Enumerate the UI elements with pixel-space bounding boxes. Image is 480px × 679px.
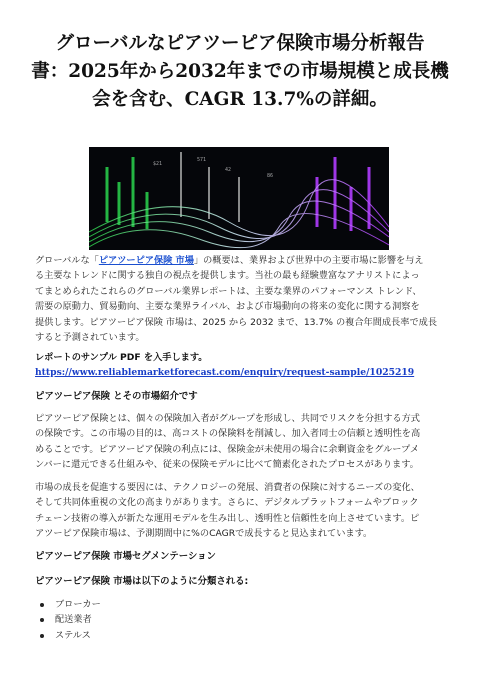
market-link[interactable]: ピアツーピア保険 市場 [98, 255, 194, 266]
svg-text:86: 86 [267, 173, 274, 179]
section1-paragraph-2: 市場の成長を促進する要因には、テクノロジーの発展、消費者の保険に対するニーズの変化、 そして共同体重視の文化の高まりがあります。さらに、デジタルプラットフォームやブロック チェーン技術の導入が新たな運用モデルを生み出し、透明性と信頼性を向上させています。ピ アツーピア保険市場は、予測期間中に%のCAGRで成長すると見込まれています。 [35, 482, 420, 540]
sample-label: レポートのサンプル PDF を入手します。 [35, 352, 208, 363]
sample-url-link[interactable]: https://www.reliablemarketforecast.com/enquiry/request-sample/1025219 [35, 367, 415, 379]
page-title [24, 30, 456, 114]
list-item: ブローカー [35, 597, 101, 612]
svg-text:571: 571 [197, 157, 207, 163]
list-item: 配送業者 [35, 612, 101, 627]
section-heading-segmentation: ピアツーピア保険 市場セグメンテーション [35, 551, 216, 562]
svg-text:42: 42 [225, 167, 232, 173]
sample-block [35, 350, 447, 381]
title-line-3: 会を含む、CAGR 13.7%の詳細。 [92, 89, 388, 110]
segmentation-subheading: ピアツーピア保険 市場は以下のように分類される: [35, 576, 249, 587]
intro-paragraph: グローバルな「ピアツーピア保険 市場」の概要は、業界および世界中の主要市場に影響を与え る主要なトレンドに関する独自の視点を提供します。当社の最も経験豊富なアナリストによっ てまとめられたこれらのグローバル業界レポートは、主要な業界のパフォーマンス トレンド、 需要の原動力、貿易動向、主要な業界ライバル、および市場動向の将来の変化に関する洞察を 提供します。ピアツーピア保険 市場は、2025 から 2032 まで、13.7% の複合年間成長率で成長 すると予測されています。 [35, 253, 447, 345]
section-heading-intro: ピアツーピア保険 とその市場紹介です [35, 391, 198, 402]
svg-text:$21: $21 [153, 161, 163, 167]
segment-list [35, 597, 101, 643]
list-item: ステルス [35, 628, 101, 643]
title-line-1: グローバルなピアツーピア保険市場分析報告 [55, 33, 425, 54]
intro-line-1: グローバルな「ピアツーピア保険 市場」の概要は、業界および世界中の主要市場に影響を与え [35, 255, 424, 266]
section1-paragraph-1: ピアツーピア保険とは、個々の保険加入者がグループを形成し、共同でリスクを分担する方式 の保険です。この市場の目的は、高コストの保険料を削減し、加入者同士の信頼と透明性を高 めることです。ピアツーピア保険の利点には、保険金が未使用の場合に余剰資金をグループメ ンバーに還元できる仕組みや、従来の保険モデルに比べて簡素化されたプロセスがあります。 [35, 413, 421, 471]
banner-image [89, 147, 389, 250]
title-line-2: 書：2025年から2032年までの市場規模と成長機 [31, 61, 449, 82]
